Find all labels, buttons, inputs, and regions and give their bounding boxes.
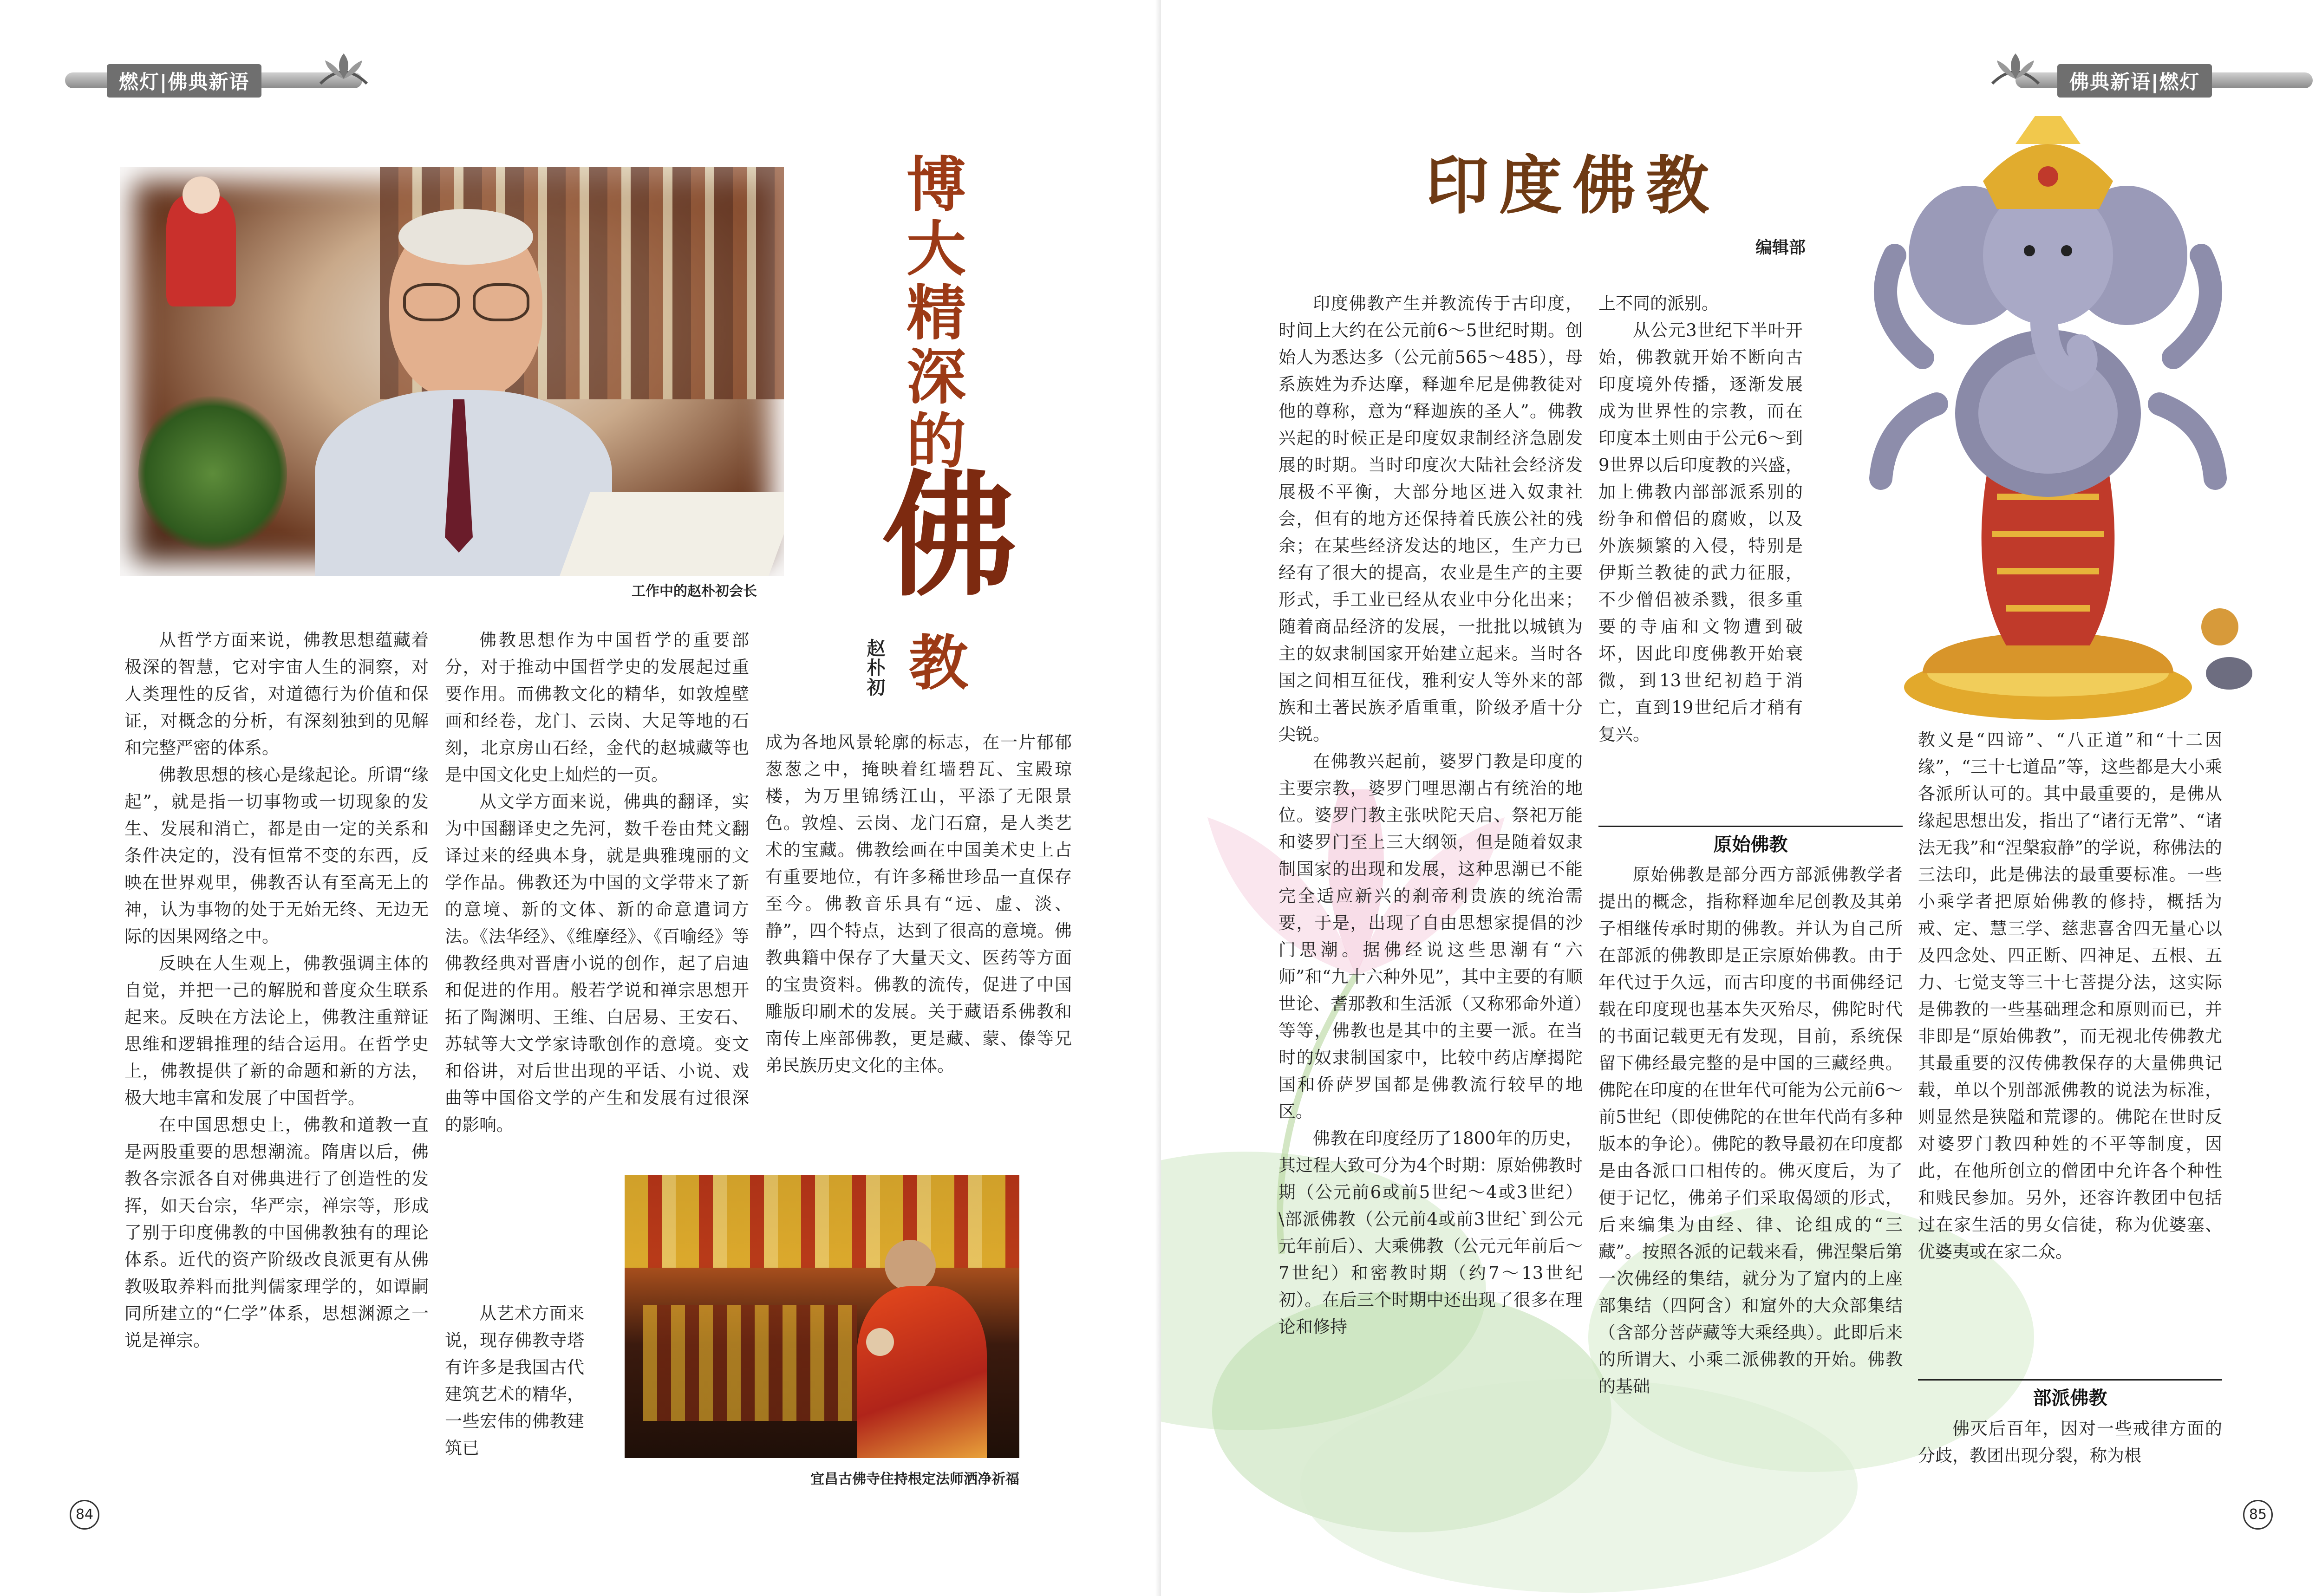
paragraph: 从哲学方面来说，佛教思想蕴藏着极深的智慧，它对宇宙人生的洞察，对人类理性的反省，对道德行为价值和保证，对概念的分析，有深刻独到的见解和完整严密的体系。 xyxy=(124,630,429,758)
running-head-right-text: 佛典新语|燃灯 xyxy=(2057,64,2212,98)
article-byline: 编辑部 xyxy=(1755,238,1806,257)
right-column-1 xyxy=(1278,290,1583,1341)
lotus-ornament-icon xyxy=(316,51,372,93)
running-head-right xyxy=(1988,56,2313,93)
article-title-part2: 教 xyxy=(899,632,968,696)
photo-zhao-puchu-caption: 工作中的赵朴初会长 xyxy=(632,583,757,599)
paragraph: 从文学方面来说，佛典的翻译，实为中国翻译史之先河，数千卷由梵文翻译过来的经典本身，就是典雅瑰丽的文学作品。佛教还为中国的文学带来了新的意境、新的文体、新的命意遣词方法。《法华经》、《维摩经》、《百喻经》等佛教经典对晋唐小说的创作，起了启迪和促进的作用。般若学说和禅宗思想开拓了陶渊明、王维、白居易、王安石、苏轼等大文学家诗歌创作的意境。变文和俗讲，对后世出现的平话、小说、戏曲等中国俗文学的产生和发展有过很深的影响。 xyxy=(445,792,749,1135)
paragraph: 在中国思想史上，佛教和道教一直是两股重要的思想潮流。隋唐以后，佛教各宗派各自对佛典进行了创造性的发挥，如天台宗，华严宗，禅宗等，形成了别于印度佛教的中国佛教独有的理论体系。近代的资产阶级改良派更有从佛教吸取养料而批判儒家理学的，如谭嗣同所建立的“仁学”体系，思想渊源之一说是禅宗。 xyxy=(124,1115,429,1350)
paragraph: 佛教在印度经历了1800年的历史，其过程大致可分为4个时期：原始佛教时期（公元前6或前5世纪～4或3世纪）\部派佛教（公元前4或前3世纪`到公元元年前后）、大乘佛教（公元元年前后～7世纪）和密教时期（约7～13世纪初）。在后三个时期中还出现了很多在理论和修持 xyxy=(1278,1128,1583,1337)
paragraph: 教义是“四谛”、“八正道”和“十二因缘”，“三十七道品”等，这些都是大小乘各派所认可的。其中最重要的，是佛从缘起思想出发，指出了“诸行无常”、“诸法无我”和“涅槃寂静”的学说，称佛法的三法印，此是佛法的最重要标准。一些小乘学者把原始佛教的修持，概括为戒、定、慧三学、慈悲喜舍四无量心以及四念处、四正断、四神足、五根、五力、七觉支等三十七菩提分法，这实际是佛教的一些基础理念和原则而已，并非即是“原始佛教”，而无视北传佛教尤其最重要的汉传佛教保存的大量佛典记载，单以个别部派佛教的说法为标准，则显然是狭隘和荒谬的。佛陀在世时反对婆罗门教四种姓的不平等制度，因此，在他所创立的僧团中允许各个种性和贱民参加。另外，还容许教团中包括过在家生活的男女信徒，称为优婆塞、优婆夷或在家二众。 xyxy=(1918,730,2222,1262)
section-heading-original-buddhism: 原始佛教 xyxy=(1598,826,1903,856)
article-title: 印度佛教 xyxy=(1426,149,1719,223)
lotus-ornament-icon xyxy=(1988,51,2043,93)
paragraph: 佛灭后百年，因对一些戒律方面的分歧，教团出现分裂，称为根 xyxy=(1918,1419,2222,1466)
running-head-left xyxy=(65,56,390,93)
page-number-right: 85 xyxy=(2243,1500,2273,1530)
paragraph: 从公元3世纪下半叶开始，佛教就开始不断向古印度境外传播，逐渐发展成为世界性的宗教，而在印度本土则由于公元6～到9世界以后印度教的兴盛，加上佛教内部部派系别的纷争和僧侣的腐败，以及外族频繁的入侵，特别是伊斯兰教徒的武力征服，不少僧侣被杀戮，很多重要的寺庙和文物遭到破坏，因此印度佛教开始衰微，到13世纪初趋于消亡，直到19世纪后才稍有复兴。 xyxy=(1598,320,1803,744)
right-column-2-top xyxy=(1598,290,1803,748)
photo-temple-ceremony xyxy=(625,1175,1019,1458)
paragraph: 佛教思想的核心是缘起论。所谓“缘起”，就是指一切事物或一切现象的发生、发展和消亡，都是由一定的关系和条件决定的，没有恒常不变的东西，反映在世界观里，佛教否认有至高无上的神，认为事物的处于无始无终、无边无际的因果网络之中。 xyxy=(124,765,429,946)
right-column-3 xyxy=(1918,727,2222,1265)
page-number-left: 84 xyxy=(70,1500,99,1530)
left-column-2 xyxy=(445,627,749,1139)
paragraph: 上不同的派别。 xyxy=(1598,293,1719,313)
ganesha-illustration xyxy=(1830,116,2257,729)
paragraph: 在佛教兴起前，婆罗门教是印度的主要宗教，婆罗门哩思潮占有统治的地位。婆罗门教主张吠陀天启、祭祀万能和婆罗门至上三大纲领，但是随着奴隶制国家的出现和发展，这种思潮已不能完全适应新兴的刹帝利贵族的统治需要，于是，出现了自由思想家提倡的沙门思潮。据佛经说这些思潮有“六师”和“九十六种外见”，其中主要的有顺世论、耆那教和生活派（又称邪命外道）等等，佛教也是其中的主要一派。在当时的奴隶制国家中，比较中药店摩揭陀国和侨萨罗国都是佛教流行较早的地区。 xyxy=(1278,751,1583,1121)
left-column-3 xyxy=(765,729,1072,1079)
article-author: 赵朴初 xyxy=(864,638,885,697)
paragraph: 原始佛教是部分西方部派佛教学者提出的概念，指称释迦牟尼创教及其弟子相继传承时期的佛教。并认为自己所在部派的佛教即是正宗原始佛教。由于年代过于久远，而古印度的书面佛经记载在印度现也基本失灭殆尽，佛陀时代的书面记载更无有发现，目前，系统保留下佛经最完整的是中国的三藏经典。佛陀在印度的在世年代可能为公元前6～前5世纪（即使佛陀的在世年代尚有多种版本的争论）。佛陀的教导最初在印度都是由各派口口相传的。佛灭度后，为了便于记忆，佛弟子们采取偈颂的形式，后来编集为由经、律、论组成的“三藏”。按照各派的记载来看，佛涅槃后第一次佛经的集结，就分为了窟内的上座部集结（四阿含）和窟外的大众部集结（含部分菩萨藏等大乘经典）。此即后来的所谓大、小乘二派佛教的开始。佛教的基础 xyxy=(1598,865,1903,1396)
paragraph: 成为各地风景轮廓的标志，在一片郁郁葱葱之中，掩映着红墙碧瓦、宝殿琼楼，为万里锦绣江山，平添了无限景色。敦煌、云岗、龙门石窟，是人类艺术的宝藏。佛教绘画在中国美术史上占有重要地位，有许多稀世珍品一直保存至今。佛教音乐具有“远、虚、淡、静”，四个特点，达到了很高的意境。佛教典籍中保存了大量天文、医药等方面的宝贵资料。佛教的流传，促进了中国雕版印刷术的发展。关于藏语系佛教和南传上座部佛教，更是藏、蒙、傣等兄弟民族历史文化的主体。 xyxy=(765,732,1072,1075)
article-title-part1: 博大精深的 xyxy=(896,153,966,474)
section-heading-sectarian-buddhism: 部派佛教 xyxy=(1918,1379,2222,1410)
running-head-left-text: 燃灯|佛典新语 xyxy=(107,64,261,98)
article-title-big-character: 佛 xyxy=(859,464,1017,604)
left-column-1 xyxy=(124,627,429,1354)
right-column-2-bottom xyxy=(1598,861,1903,1400)
left-column-2-bottom xyxy=(445,1300,584,1462)
right-column-3-bottom xyxy=(1918,1415,2222,1469)
paragraph: 反映在人生观上，佛教强调主体的自觉，并把一己的解脱和普度众生联系起来。反映在方法论上，佛教注重辩证思维和逻辑推理的结合运用。在哲学史上，佛教提供了新的命题和新的方法，极大地丰富和发展了中国哲学。 xyxy=(124,953,429,1108)
right-page xyxy=(1161,0,2322,1596)
paragraph: 佛教思想作为中国哲学的重要部分，对于推动中国哲学史的发展起过重要作用。而佛教文化的精华，如敦煌壁画和经卷，龙门、云岗、大足等地的石刻，北京房山石经，金代的赵城藏等也是中国文化史上灿烂的一页。 xyxy=(445,630,749,785)
paragraph: 从艺术方面来说，现存佛教寺塔有许多是我国古代建筑艺术的精华，一些宏伟的佛教建筑已 xyxy=(445,1303,584,1458)
photo-zhao-puchu xyxy=(120,167,784,576)
photo-temple-ceremony-caption: 宜昌古佛寺住持根定法师洒净祈福 xyxy=(810,1471,1019,1487)
paragraph: 印度佛教产生并教流传于古印度，时间上大约在公元前6～5世纪时期。创始人为悉达多（公元前565～485），母系族姓为乔达摩，释迦牟尼是佛教徒对他的尊称，意为“释迦族的圣人”。佛教兴起的时候正是印度奴隶制经济急剧发展的时期。当时印度次大陆社会经济发展极不平衡，大部分地区进入奴隶社会，但有的地方还保持着氏族公社的残余；在某些经济发达的地区，生产力已经有了很大的提高，农业是生产的主要形式，手工业已经从农业中分化出来；随着商品经济的发展，一批批以城镇为主的奴隶制国家开始建立起来。当时各国之间相互征伐，雅利安人等外来的部族和土著民族矛盾重重，阶级矛盾十分尖锐。 xyxy=(1278,293,1583,744)
